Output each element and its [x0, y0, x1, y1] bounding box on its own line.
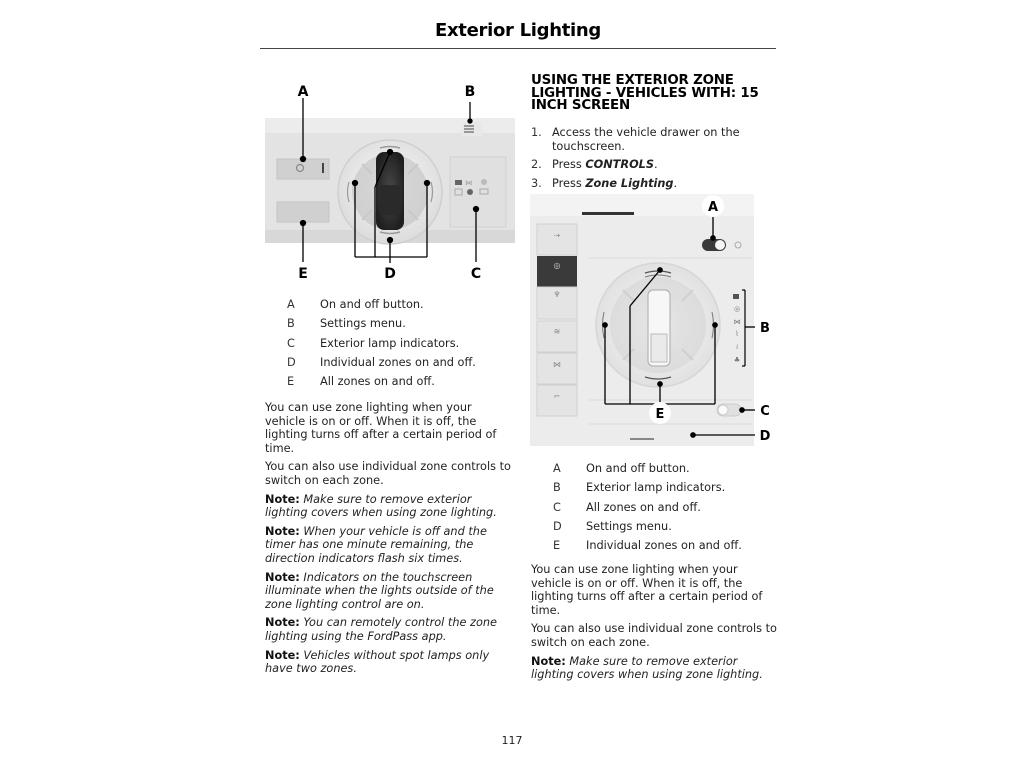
legend-row — [531, 498, 781, 517]
settings-menu-icon — [462, 122, 482, 136]
all-zones-toggle — [717, 404, 741, 416]
all-zones-button — [277, 202, 329, 222]
callout-b: B — [464, 84, 476, 100]
callout-a: A — [707, 200, 719, 215]
legend-key: B — [287, 317, 295, 331]
note-label: Note: — [265, 616, 300, 630]
step-number: 3. — [531, 176, 542, 190]
svg-text:⋈: ⋈ — [733, 318, 741, 326]
note — [265, 525, 513, 566]
step-text-plain: Press — [552, 158, 586, 172]
note-label: Note: — [265, 492, 300, 506]
page-title: Exterior Lighting — [435, 20, 601, 41]
legend-key: A — [553, 462, 561, 475]
callout-c: C — [470, 266, 482, 282]
svg-text:⋈: ⋈ — [465, 179, 472, 187]
legend-key: E — [287, 375, 295, 389]
legend-row — [531, 517, 781, 536]
legend-key: C — [287, 336, 295, 350]
legend-row — [531, 536, 781, 555]
legend-text: Exterior lamp indicators. — [586, 481, 726, 495]
note-text: Make sure to remove exterior lighting covers when using zone lighting. — [531, 654, 763, 682]
note — [265, 649, 513, 676]
legend-text: Exterior lamp indicators. — [320, 336, 460, 350]
body-paragraph: You can use zone lighting when your vehicle is on or off. When it is off, the lighting turns off after a certain period of time. — [531, 563, 763, 617]
step-text: Press Zone Lighting. — [552, 176, 678, 190]
step-text-plain: Press — [552, 176, 586, 190]
callout-c: C — [760, 404, 770, 419]
body-paragraph: You can also use individual zone controls to switch on each zone. — [265, 460, 511, 487]
svg-text:♆: ♆ — [553, 290, 561, 299]
callout-b: B — [760, 321, 770, 336]
note-label: Note: — [265, 648, 300, 662]
legend-text: Individual zones on and off. — [320, 355, 476, 369]
svg-text:◎: ◎ — [553, 261, 561, 270]
note-label: Note: — [531, 654, 566, 668]
right-body — [531, 563, 779, 687]
svg-text:≀: ≀ — [735, 343, 739, 351]
legend-key: E — [553, 539, 561, 553]
legend-row — [531, 459, 781, 478]
note-text: When your vehicle is off and the timer has one minute remaining, the direction indicators flash six times. — [265, 524, 487, 565]
zone-dial — [596, 263, 720, 387]
svg-text:≋: ≋ — [553, 327, 561, 336]
callout-e: E — [655, 407, 665, 422]
body-paragraph: You can use zone lighting when your vehicle is on or off. When it is off, the lighting turns off after a certain period of time. — [265, 401, 497, 455]
note-text: Vehicles without spot lamps only have two zones. — [265, 648, 490, 676]
step-emphasis: CONTROLS — [585, 158, 655, 172]
svg-text:◎: ◎ — [733, 305, 741, 313]
section-heading: USING THE EXTERIOR ZONE LIGHTING - VEHICLES WITH: 15 INCH SCREEN — [531, 73, 759, 114]
legend-row — [265, 295, 515, 314]
callout-a: A — [297, 84, 309, 100]
callout-d: D — [384, 266, 396, 282]
page-number: 117 — [501, 734, 523, 747]
note — [531, 655, 779, 682]
right-legend — [531, 459, 781, 555]
step-number: 1. — [531, 126, 542, 139]
left-figure-zone-lighting-8inch — [262, 80, 518, 285]
title-divider — [260, 48, 776, 49]
step-number: 2. — [531, 158, 542, 172]
legend-key: D — [287, 355, 296, 369]
step-item — [531, 126, 781, 153]
body-paragraph: You can also use individual zone controls to switch on each zone. — [531, 622, 777, 649]
legend-row — [265, 372, 515, 391]
note-text: Make sure to remove exterior lighting covers when using zone lighting. — [265, 492, 497, 520]
legend-key: B — [553, 481, 561, 495]
svg-text:⌇: ⌇ — [735, 330, 739, 338]
right-figure-zone-lighting-15inch — [530, 194, 775, 448]
note-label: Note: — [265, 524, 300, 538]
svg-text:⋈: ⋈ — [553, 360, 561, 369]
note-text: Indicators on the touchscreen illuminate when the lights outside of the zone lighting control are on. — [265, 570, 494, 611]
legend-row — [265, 314, 515, 333]
svg-text:⇢: ⇢ — [553, 231, 561, 240]
legend-key: A — [287, 298, 295, 311]
legend-text: All zones on and off. — [320, 375, 435, 389]
legend-row — [265, 353, 515, 372]
legend-key: D — [553, 519, 562, 533]
legend-text: Settings menu. — [320, 317, 406, 331]
note-text: You can remotely control the zone lighting using the FordPass app. — [265, 616, 497, 643]
svg-text:♣: ♣ — [733, 356, 741, 364]
steps-list — [531, 126, 781, 195]
step-text: Press CONTROLS. — [552, 158, 658, 172]
callout-e: E — [298, 266, 308, 282]
step-item — [531, 158, 781, 172]
step-text: Access the vehicle drawer on the touchscreen. — [552, 126, 740, 153]
step-emphasis: Zone Lighting — [585, 176, 674, 190]
legend-text: On and off button. — [586, 462, 690, 475]
legend-text: Settings menu. — [586, 519, 672, 533]
exterior-lamp-indicators — [450, 157, 506, 227]
legend-text: All zones on and off. — [586, 500, 701, 514]
note — [265, 493, 513, 520]
svg-text:⌐: ⌐ — [553, 392, 561, 401]
step-item — [531, 177, 781, 191]
callout-d: D — [759, 429, 771, 444]
note-label: Note: — [265, 570, 300, 584]
legend-text: On and off button. — [320, 298, 424, 311]
legend-row — [265, 334, 515, 353]
left-body — [265, 401, 513, 681]
legend-key: C — [553, 500, 561, 514]
note — [265, 571, 513, 612]
left-legend — [265, 295, 515, 391]
legend-text: Individual zones on and off. — [586, 539, 742, 553]
note — [265, 616, 513, 643]
legend-row — [531, 478, 781, 497]
